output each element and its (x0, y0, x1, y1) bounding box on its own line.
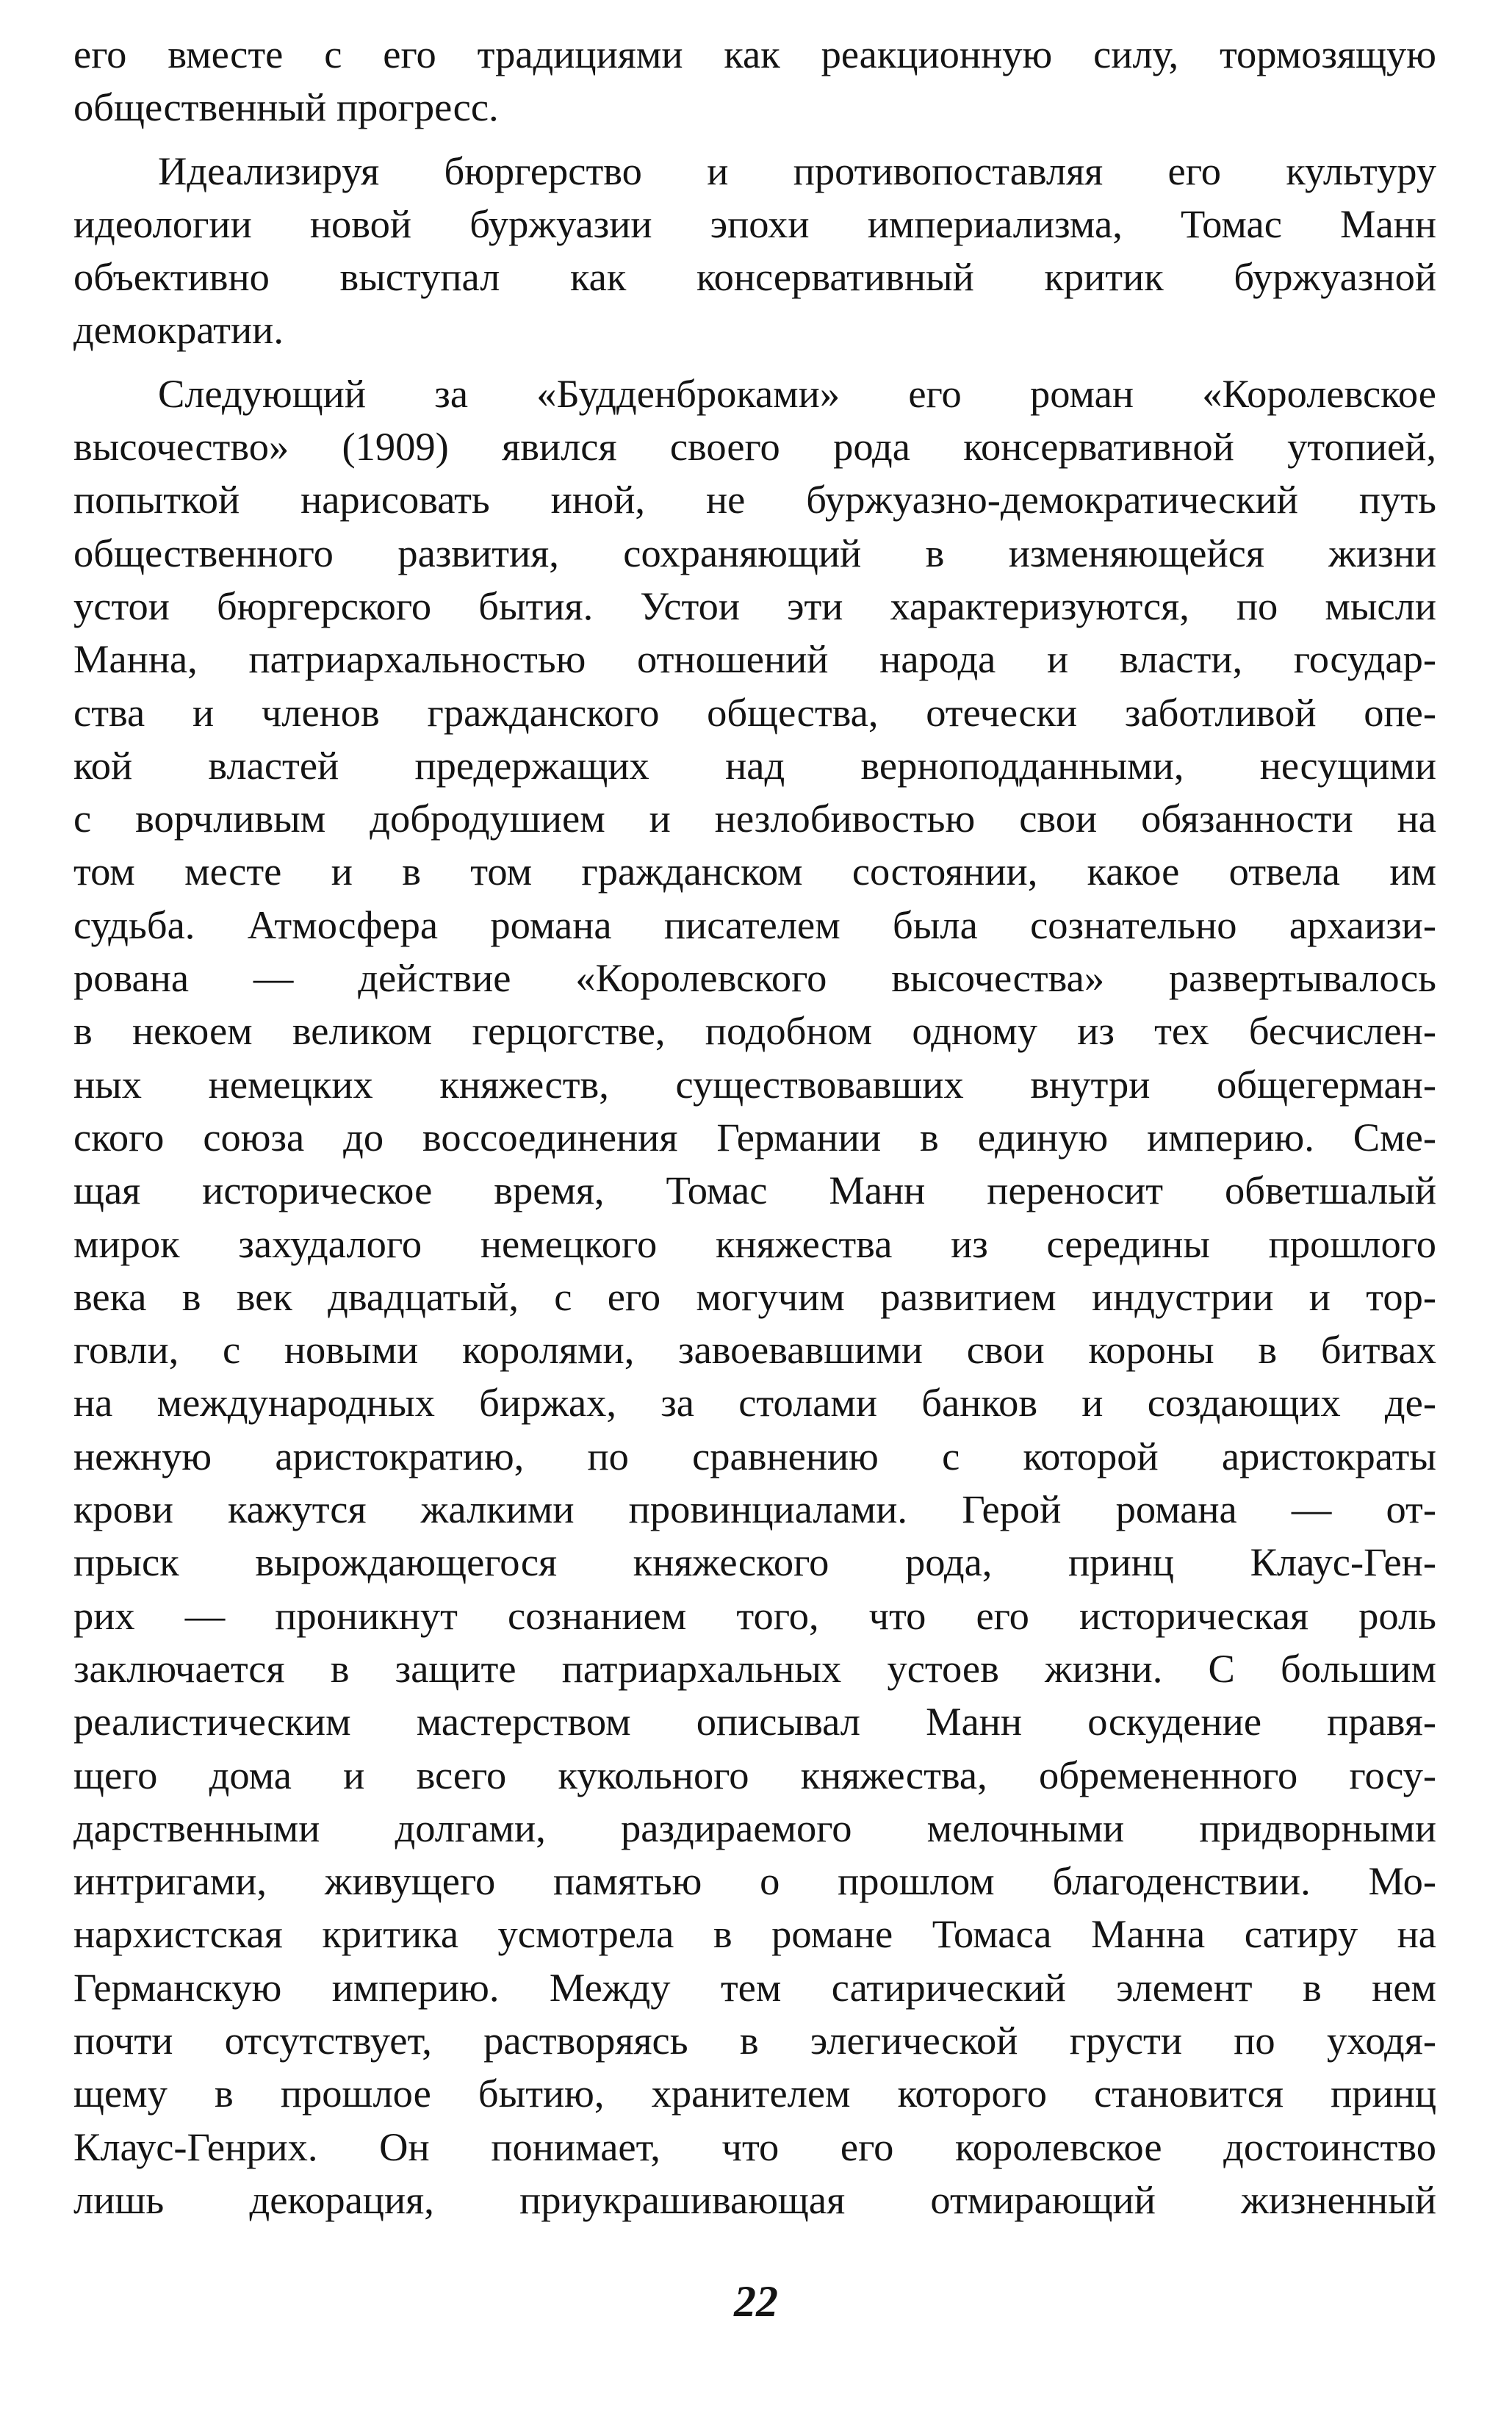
text-line: в некоем великом герцогстве, подобном одному из тех бесчислен- (73, 1008, 1436, 1054)
text-line: общественный прогресс. (73, 85, 499, 130)
text-line: прыск вырождающегося княжеского рода, принц Клаус-Ген- (73, 1539, 1436, 1585)
text-line: реалистическим мастерством описывал Манн оскудение правя- (73, 1699, 1436, 1744)
text-line: Манна, патриархальностью отношений народа и власти, государ- (73, 636, 1436, 682)
text-line: устои бюргерского бытия. Устои эти характеризуются, по мысли (73, 583, 1436, 628)
text-line: с ворчливым добродушием и незлобивостью свои обязанности на (73, 796, 1436, 841)
page-number: 22 (734, 2277, 778, 2326)
text-line: попыткой нарисовать иной, не буржуазно-демократический путь (73, 477, 1436, 522)
text-line: общественного развития, сохраняющий в изменяющейся жизни (73, 530, 1436, 575)
text-line: демократии. (73, 307, 284, 353)
text-line: щего дома и всего кукольного княжества, обремененного госу- (73, 1752, 1436, 1797)
text-line: века в век двадцатый, с его могучим развитием индустрии и тор- (73, 1273, 1436, 1319)
text-line: Клаус-Генрих. Он понимает, что его королевское достоинство (73, 2124, 1436, 2169)
text-line: интригами, живущего памятью о прошлом благоденствии. Мо- (73, 1858, 1436, 1904)
text-line: судьба. Атмосфера романа писателем была сознательно архаизи- (73, 902, 1436, 947)
text-line: щая историческое время, Томас Манн переносит обветшалый (73, 1168, 1436, 1213)
text-line: крови кажутся жалкими провинциалами. Герой романа — от- (73, 1487, 1436, 1532)
paragraph-2 (73, 145, 1436, 357)
text-line: почти отсутствует, растворяясь в элегической грусти по уходя- (73, 2017, 1436, 2063)
text-line: лишь декорация, приукрашивающая отмирающий жизненный (73, 2177, 1436, 2222)
text-line: ных немецких княжеств, существовавших внутри общегерман- (73, 1061, 1436, 1107)
text-line: на международных биржах, за столами банков и создающих де- (73, 1380, 1436, 1426)
text-line: щему в прошлое бытию, хранителем которого становится принц (73, 2071, 1436, 2116)
text-line: его вместе с его традициями как реакционную силу, тормозящую (73, 32, 1436, 76)
text-line: нежную аристократию, по сравнению с которой аристократы (73, 1433, 1436, 1478)
paragraph-3 (73, 367, 1436, 2227)
text-line: Идеализируя бюргерство и противопоставляя его культуру (158, 148, 1436, 193)
text-line: Следующий за «Будденброками» его роман «Королевское (158, 370, 1436, 416)
text-line: высочество» (1909) явился своего рода консервативной утопией, (73, 424, 1436, 470)
text-line: рована — действие «Королевского высочества» развертывалось (73, 955, 1436, 1001)
text-line: мирок захудалого немецкого княжества из середины прошлого (73, 1221, 1436, 1266)
text-line: кой властей предержащих над верноподданными, несущими (73, 742, 1436, 788)
text-line: идеологии новой буржуазии эпохи империализма, Томас Манн (73, 201, 1436, 246)
paragraph-1 (73, 28, 1436, 134)
text-line: ского союза до воссоединения Германии в единую империю. Сме- (73, 1114, 1436, 1160)
text-line: рих — проникнут сознанием того, что его историческая роль (73, 1592, 1436, 1638)
text-line: нархистская критика усмотрела в романе Томаса Манна сатиру на (73, 1911, 1436, 1957)
page-text (73, 28, 1436, 2227)
text-line: Германскую империю. Между тем сатирический элемент в нем (73, 1964, 1436, 2010)
text-line: говли, с новыми королями, завоевавшими свои короны в битвах (73, 1327, 1436, 1373)
text-line: заключается в защите патриархальных устоев жизни. С большим (73, 1645, 1436, 1691)
text-line: ства и членов гражданского общества, отечески заботливой опе- (73, 689, 1436, 735)
text-line: объективно выступал как консервативный критик буржуазной (73, 254, 1436, 300)
text-line: том месте и в том гражданском состоянии, какое отвела им (73, 849, 1436, 894)
text-line: дарственными долгами, раздираемого мелочными придворными (73, 1805, 1436, 1850)
